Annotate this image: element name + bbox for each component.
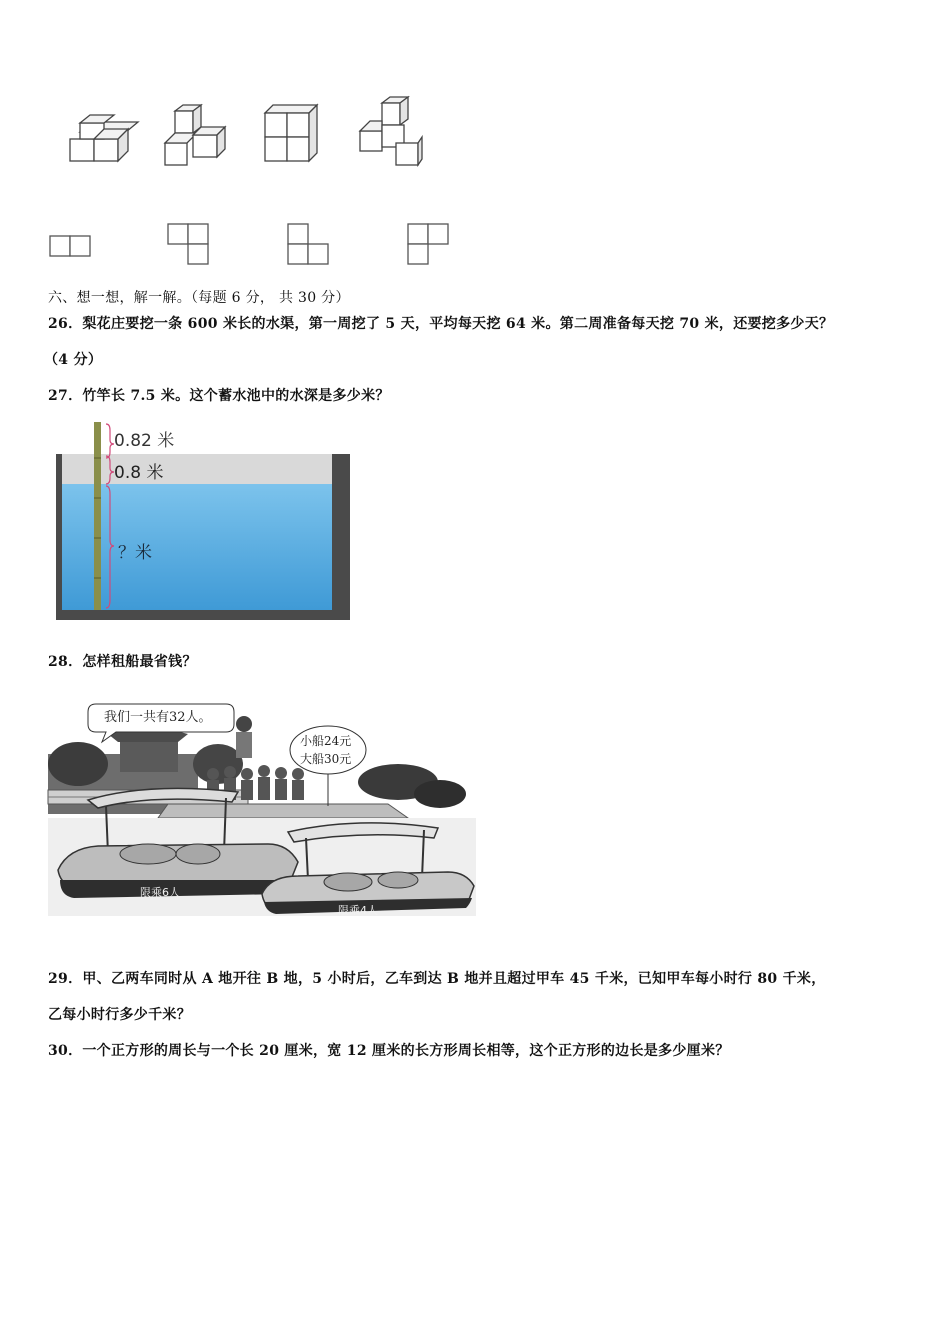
question-26-text: 26．梨花庄要挖一条 600 米长的水渠，第一周挖了 5 天，平均每天挖 64 米。第二周准备每天挖 70 米，还要挖多少天？ [48, 316, 834, 332]
question-29-line1: 29．甲、乙两车同时从 A 地开往 B 地，5 小时后，乙车到达 B 地并且超过甲车 45 千米，已知甲车每小时行 80 千米， [48, 971, 826, 987]
brace-top [106, 424, 114, 458]
label-unknown: ？米 [118, 543, 152, 563]
label-082: 0.82 米 [114, 431, 175, 451]
section-heading: 六、想一想，解一解。（每题 6 分， 共 30 分） [48, 290, 350, 306]
speech-text: 我们一共有32人。 [104, 710, 212, 725]
boat-scene-drawing [48, 694, 476, 916]
tank-water [62, 484, 332, 610]
cube-figure-1 [70, 115, 138, 161]
question-30-text: 30．一个正方形的周长与一个长 20 厘米，宽 12 厘米的长方形周长相等，这个正方形的边长是多少厘米？ [48, 1043, 730, 1059]
cube-figures [60, 95, 440, 175]
question-28-text: 28．怎样租船最省钱？ [48, 654, 197, 670]
water-tank-drawing [56, 418, 350, 620]
view-figure-1 [50, 236, 90, 256]
cube-figure-2 [165, 105, 225, 165]
label-08: 0.8 米 [114, 463, 164, 483]
price-small: 小船24元 [300, 734, 352, 748]
view-figure-2 [168, 224, 208, 264]
question-26-score: （4 分） [44, 352, 103, 368]
boat-small-label: 限乘4人 [338, 904, 378, 917]
price-big: 大船30元 [300, 752, 352, 766]
question-27-text: 27．竹竿长 7.5 米。这个蓄水池中的水深是多少米？ [48, 388, 390, 404]
tank-air [62, 454, 332, 484]
bamboo-pole [94, 422, 101, 610]
boat-big-label: 限乘6人 [140, 886, 180, 899]
view-figure-3 [288, 224, 328, 264]
cube-figure-3 [265, 105, 317, 161]
boat-rental-figure [48, 694, 476, 916]
water-tank-figure [56, 418, 350, 620]
view-figures [48, 222, 458, 270]
question-29-line2: 乙每小时行多少千米？ [48, 1007, 191, 1023]
view-figure-4 [408, 224, 448, 264]
cube-figure-4 [360, 97, 422, 165]
